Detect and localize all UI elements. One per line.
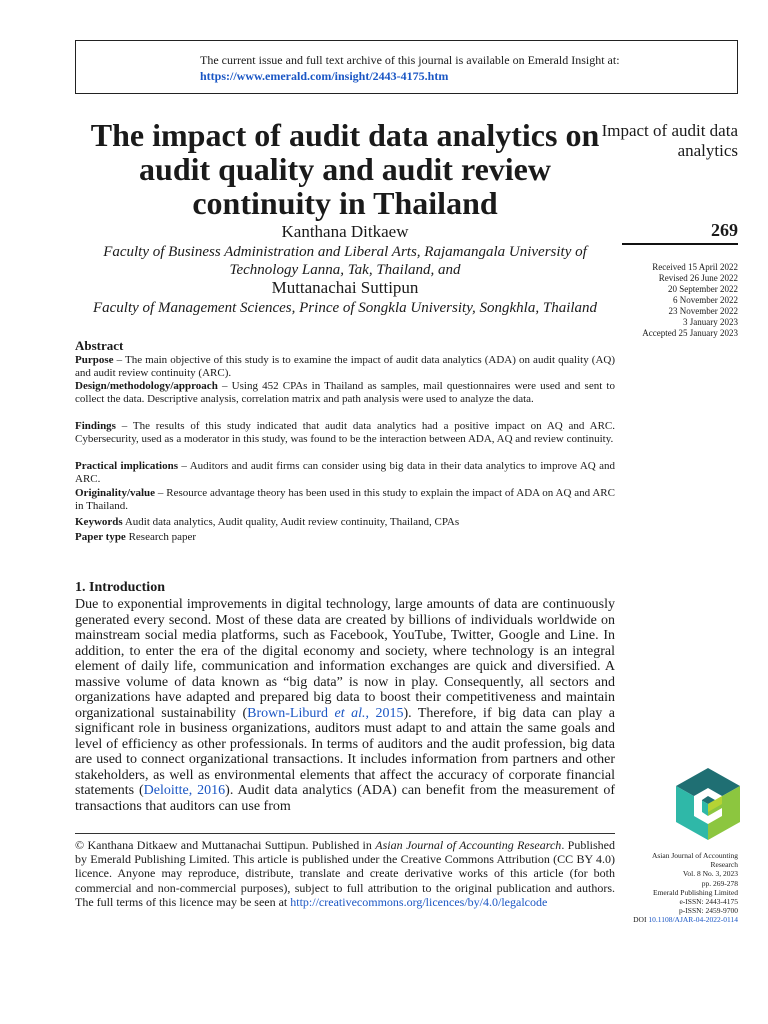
doi: DOI 10.1108/AJAR-04-2022-0114	[633, 915, 738, 925]
journal-volume: Vol. 8 No. 3, 2023	[682, 869, 738, 879]
publisher: Emerald Publishing Limited	[653, 887, 738, 897]
emerald-logo-icon	[676, 768, 740, 840]
pissn: p-ISSN: 2459-9700	[679, 906, 738, 916]
date-revised-5: 3 January 2023	[683, 317, 738, 327]
citation-deloitte[interactable]: Deloitte, 2016	[143, 783, 226, 798]
journal-name-line1: Asian Journal of Accounting	[651, 851, 738, 860]
archive-link[interactable]: https://www.emerald.com/insight/2443-4175.htm	[200, 69, 449, 83]
article-title: The impact of audit data analytics on audit quality and audit review continuity in Thailand	[90, 117, 600, 221]
date-revised-4: 23 November 2022	[668, 306, 738, 316]
author-2-name: Muttanachai Suttipun	[271, 278, 419, 297]
author-1-name: Kanthana Ditkaew	[281, 222, 409, 241]
page-number: 269	[711, 220, 738, 240]
abstract-practical: Practical implications – Auditors and audit firms can consider using big data in their data analytics to improve AQ and ARC.	[75, 460, 615, 485]
citation-brown-liburd[interactable]: Brown-Liburd et al., 2015	[247, 705, 404, 721]
journal-name: Asian Journal of Accounting Research	[375, 838, 562, 852]
eissn: e-ISSN: 2443-4175	[679, 897, 738, 907]
introduction-heading: 1. Introduction	[75, 580, 165, 595]
date-accepted: Accepted 25 January 2023	[642, 328, 738, 338]
date-revised-2: 20 September 2022	[668, 284, 738, 294]
keywords: Keywords Audit data analytics, Audit quality, Audit review continuity, Thailand, CPAs	[75, 516, 460, 528]
page-number-rule	[622, 243, 738, 245]
author-1-affiliation: Faculty of Business Administration and Liberal Arts, Rajamangala University of Technology Lanna, Tak, Thailand, and	[103, 244, 587, 278]
abstract-purpose: Purpose – The main objective of this study is to examine the impact of audit data analytics (ADA) on audit quality (AQ) and audit review continuity (ARC).	[75, 354, 615, 379]
paper-type: Paper type Research paper	[75, 531, 197, 543]
journal-archive-box	[75, 40, 738, 94]
archive-notice: The current issue and full text archive of this journal is available on Emerald Insight at:	[200, 53, 620, 67]
abstract-findings: Findings – The results of this study indicated that audit data analytics had a positive impact on AQ and ARC. Cybersecurity, used as a moderator in this study, was found to be the interaction between ADA, AQ and review continuity.	[75, 420, 615, 445]
abstract-originality: Originality/value – Resource advantage theory has been used in this study to explain the impact of ADA on AQ and ARC in Thailand.	[75, 487, 615, 512]
introduction-text: Due to exponential improvements in digital technology, large amounts of data are continuously generated every second. Most of these data are created by billions of individuals worldwide on mainstream social media platforms, such as Facebook, YouTube, Twitter, Google and Line. In addition, to enter the era of the digital economy and society, where technology is an integral element of daily life, communication and information exchanges are quick and diversified. A massive volume of data known as “big data” is now in play. Consequently, all sectors and organizations have adapted and prepared big data to boost their competitiveness and maintain organizational sustainability (Brown-Liburd et al., 2015). Therefore, if big data can play a significant role in business organizations, auditors must adapt to and attain the same goals and level of efficiency as other professionals. In terms of auditors and the audit profession, big data are used to connect organizational transactions. It includes information from partners and other stakeholders, as well as environmental elements that affect the accuracy of corporate financial statements (Deloitte, 2016). Audit data analytics (ADA) can benefit from the measurement of transactions that auditors can use from	[75, 597, 615, 814]
abstract-heading: Abstract	[75, 338, 124, 353]
abstract-design: Design/methodology/approach – Using 452 CPAs in Thailand as samples, mail questionnaires were used and sent to collect the data. Descriptive analysis, correlation matrix and path analysis were used to analyze the data.	[75, 380, 615, 405]
date-revised-1: Revised 26 June 2022	[658, 273, 738, 283]
running-title: Impact of audit data analytics	[601, 121, 738, 160]
date-revised-3: 6 November 2022	[673, 295, 738, 305]
doi-link[interactable]: 10.1108/AJAR-04-2022-0114	[648, 915, 738, 925]
journal-info	[588, 851, 738, 925]
license-notice: © Kanthana Ditkaew and Muttanachai Suttipun. Published in Asian Journal of Accounting Research. Published by Emerald Publishing Limited. This article is published under the Creative Commons Attribution (CC BY 4.0) licence. Anyone may reproduce, distribute, translate and create derivative works of this article (for both commercial and non-commercial purposes), subject to full attribution to the original publication and authors. The full terms of this licence may be seen at http://creativecommons.org/licences/by/4.0/legalcode	[75, 838, 616, 909]
author-2-affiliation: Faculty of Management Sciences, Prince of Songkla University, Songkhla, Thailand	[92, 300, 598, 316]
footnote-rule	[75, 833, 615, 834]
license-link[interactable]: http://creativecommons.org/licences/by/4.0/legalcode	[290, 894, 548, 909]
journal-name-line2: Research	[710, 860, 738, 870]
journal-pages: pp. 269-278	[701, 878, 738, 888]
date-received: Received 15 April 2022	[652, 262, 738, 272]
